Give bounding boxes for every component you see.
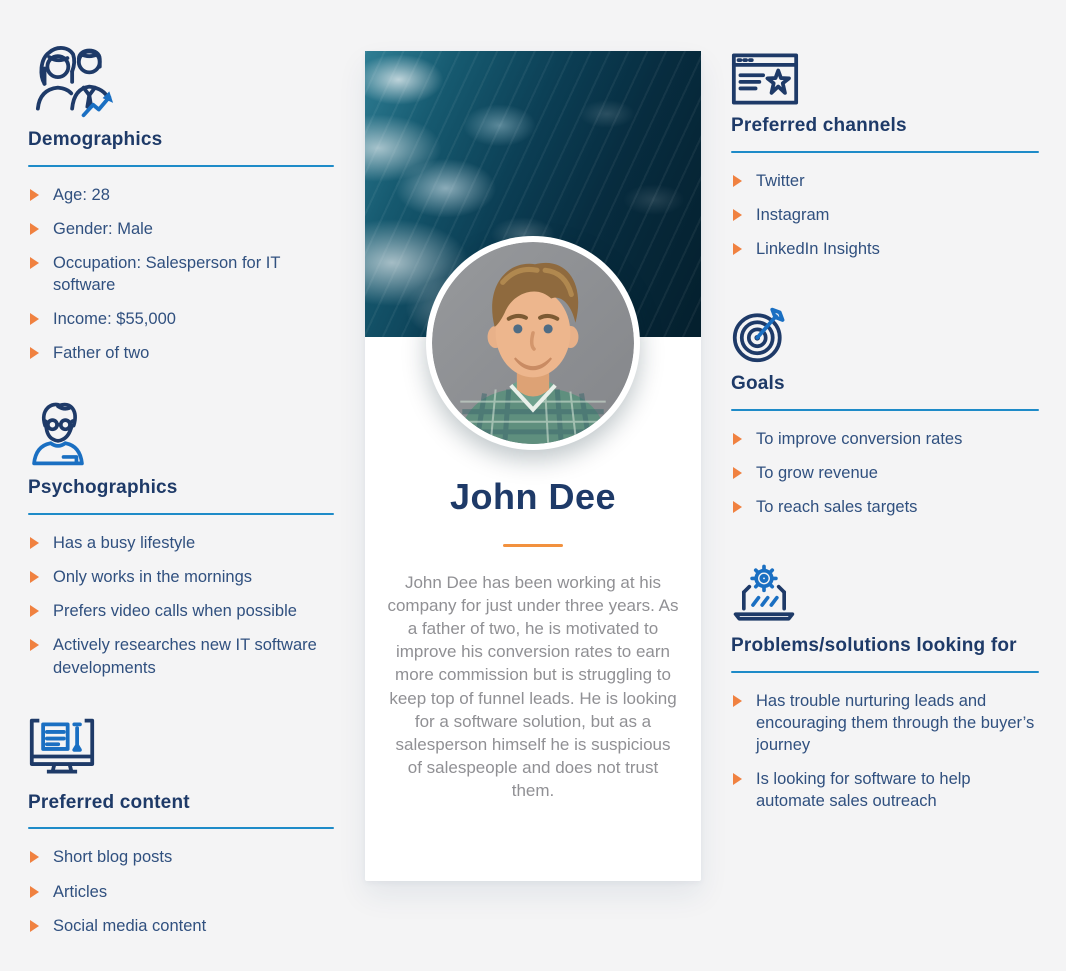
browser-star-icon [731,52,1039,106]
persona-card [365,51,701,881]
list-item [28,846,334,868]
item-text: Short blog posts [53,848,173,867]
person-glasses-icon [28,398,334,468]
portrait-photo [432,242,634,444]
section-title: Problems/solutions looking for [731,635,1017,657]
target-dart-icon [731,304,1039,364]
left-column [28,40,334,971]
blue-divider [731,409,1039,411]
section-psychographics [28,398,334,678]
list-item [28,532,334,554]
item-text: LinkedIn Insights [756,239,880,258]
triangle-bullet-icon [733,467,742,479]
list-item [731,690,1039,756]
section-preferred-channels [731,52,1039,260]
item-text: Age: 28 [53,185,110,204]
laptop-gear-icon [731,562,1039,626]
item-text: To reach sales targets [756,498,918,517]
section-title: Demographics [28,129,163,150]
item-text: Only works in the mornings [53,568,252,587]
list-item [28,634,334,678]
item-text: Twitter [756,171,805,190]
section-item-list [731,170,1039,260]
section-demographics [28,40,334,364]
list-item [28,881,334,903]
section-title: Preferred channels [731,115,907,136]
item-text: Instagram [756,205,830,224]
item-text: Gender: Male [53,219,153,238]
section-preferred-content [28,713,334,937]
section-title: Psychographics [28,477,178,499]
blue-divider [28,827,334,829]
list-item [28,218,334,240]
blue-divider [28,513,334,515]
blue-divider [28,165,334,167]
list-item [28,566,334,588]
triangle-bullet-icon [733,773,742,785]
triangle-bullet-icon [30,313,39,325]
persona-card-body [365,476,701,802]
section-item-list [731,428,1039,518]
triangle-bullet-icon [30,537,39,549]
list-item [731,170,1039,192]
item-text: Occupation: Salesperson for IT software [53,253,281,295]
section-item-list [28,184,334,365]
blue-divider [731,671,1039,673]
list-item [731,768,1039,812]
triangle-bullet-icon [30,257,39,269]
list-item [731,238,1039,260]
triangle-bullet-icon [30,639,39,651]
triangle-bullet-icon [30,851,39,863]
item-text: Has a busy lifestyle [53,534,196,553]
section-item-list [28,532,334,679]
orange-divider [503,544,563,547]
list-item [28,915,334,937]
triangle-bullet-icon [30,571,39,583]
list-item [731,462,1039,484]
blue-divider [731,151,1039,153]
monitor-blog-icon [28,713,334,783]
item-text: Actively researches new IT software developments [53,636,317,677]
section-goals [731,304,1039,518]
section-problems-solutions [731,562,1039,812]
triangle-bullet-icon [30,920,39,932]
item-text: To improve conversion rates [756,429,963,448]
item-text: Income: $55,000 [53,310,176,329]
list-item [28,600,334,622]
triangle-bullet-icon [30,189,39,201]
list-item [28,308,334,330]
section-title: Preferred content [28,791,190,813]
list-item [28,184,334,206]
triangle-bullet-icon [733,175,742,187]
item-text: Social media content [53,916,207,935]
right-column [731,52,1039,856]
triangle-bullet-icon [733,695,742,707]
item-text: Father of two [53,344,150,363]
list-item [731,204,1039,226]
item-text: Articles [53,882,108,901]
persona-name: John Dee [449,476,617,517]
section-title: Goals [731,373,785,395]
list-item [28,342,334,364]
triangle-bullet-icon [30,223,39,235]
item-text: To grow revenue [756,463,878,482]
triangle-bullet-icon [733,243,742,255]
list-item [731,428,1039,450]
triangle-bullet-icon [733,501,742,513]
item-text: Has trouble nurturing leads and encouraging them through the buyer’s journey [756,691,1035,755]
list-item [731,496,1039,518]
item-text: Prefers video calls when possible [53,602,297,621]
persona-bio: John Dee has been working at his company for just under three years. As a father of two, he is motivated to improve his conversion rates to earn more commission but is struggling to keep top of funnel leads. He is looking for a software solution, but as a salesperson himself he is suspicious of salespeople and does not trust them. [387,573,679,800]
list-item [28,252,334,296]
people-chart-icon [28,40,334,120]
triangle-bullet-icon [733,433,742,445]
triangle-bullet-icon [30,347,39,359]
triangle-bullet-icon [30,605,39,617]
section-item-list [28,846,334,936]
item-text: Is looking for software to help automate sales outreach [756,770,971,811]
avatar [426,236,640,450]
triangle-bullet-icon [30,886,39,898]
section-item-list [731,690,1039,813]
triangle-bullet-icon [733,209,742,221]
